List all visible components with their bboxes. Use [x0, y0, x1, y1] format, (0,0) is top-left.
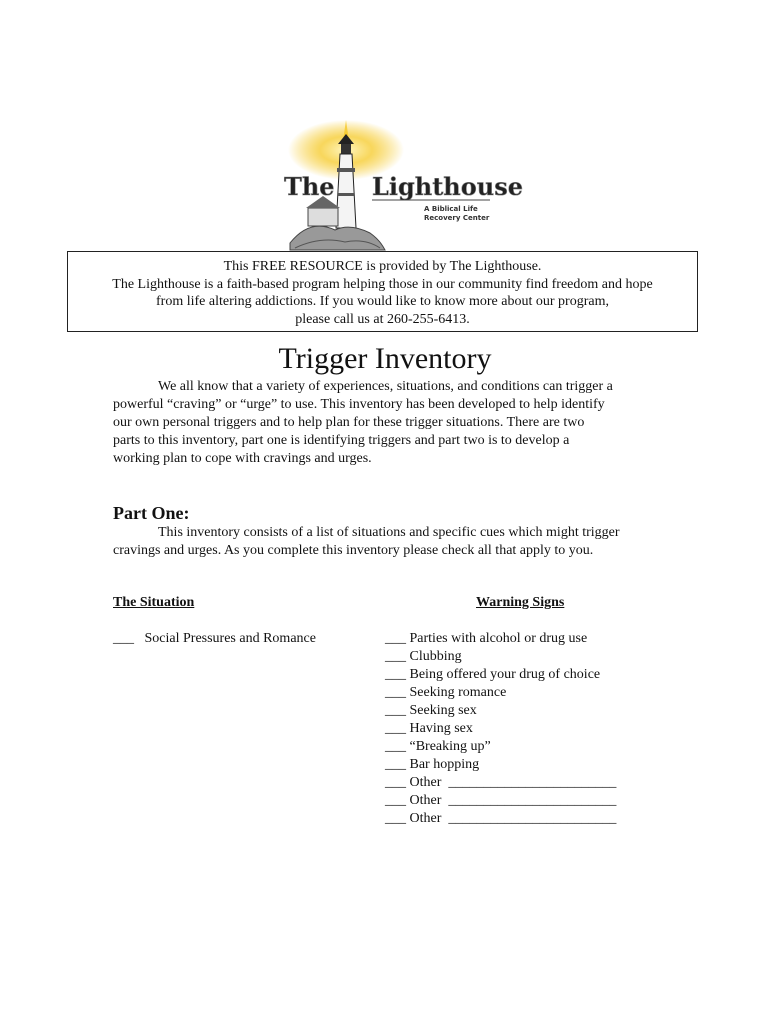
logo-tagline-1: A Biblical Life	[424, 205, 478, 213]
warning-sign-item[interactable]: ___ Parties with alcohol or drug use	[385, 631, 588, 646]
warning-sign-item[interactable]: ___ Seeking romance	[385, 685, 507, 700]
part-one-heading: Part One:	[113, 503, 190, 523]
warning-sign-item[interactable]: ___ Bar hopping	[385, 757, 480, 772]
warning-sign-item[interactable]: ___ “Breaking up”	[385, 739, 491, 754]
intro-paragraph	[113, 378, 673, 468]
lighthouse-logo-graphic	[280, 118, 523, 258]
intro-line: parts to this inventory, part one is identifying triggers and part two is to develop a	[113, 433, 570, 448]
warning-sign-item[interactable]: ___ Seeking sex	[385, 703, 477, 718]
situation-column-header: The Situation	[113, 595, 195, 610]
notice-line-3: from life altering addictions. If you would like to know more about our program,	[156, 294, 609, 309]
warning-sign-item[interactable]: ___ Having sex	[385, 721, 473, 736]
warning-sign-other-field[interactable]: ___ Other ________________________	[385, 811, 617, 826]
part-one-line-2: cravings and urges. As you complete this inventory please check all that apply to you.	[113, 543, 594, 558]
warning-sign-item[interactable]: ___ Being offered your drug of choice	[385, 667, 601, 682]
intro-line: working plan to cope with cravings and urges.	[113, 451, 372, 466]
warning-sign-other-field[interactable]: ___ Other ________________________	[385, 793, 617, 808]
notice-line-2: The Lighthouse is a faith-based program helping those in our community find freedom and hope	[112, 276, 653, 292]
situation-checklist-item[interactable]: ___ Social Pressures and Romance	[113, 631, 316, 646]
part-one-description	[113, 524, 620, 560]
warning-signs-column-header: Warning Signs	[476, 595, 565, 610]
intro-line: powerful “craving” or “urge” to use. This inventory has been developed to help identify	[113, 397, 605, 412]
logo-text-the: The	[284, 172, 335, 201]
warning-sign-other-field[interactable]: ___ Other ________________________	[385, 775, 617, 790]
notice-line-4: please call us at 260-255-6413.	[295, 311, 470, 327]
warning-sign-item[interactable]: ___ Clubbing	[385, 649, 462, 664]
warning-signs-list	[385, 630, 616, 828]
notice-line-1: This FREE RESOURCE is provided by The Lighthouse.	[223, 259, 542, 274]
part-one-line-1: This inventory consists of a list of situations and specific cues which might trigger	[158, 525, 620, 540]
page-title: Trigger Inventory	[278, 342, 492, 375]
logo-text-lighthouse: Lighthouse	[372, 172, 523, 201]
intro-line: We all know that a variety of experiences, situations, and conditions can trigger a	[158, 379, 613, 394]
lighthouse-logo	[280, 118, 523, 258]
logo-tagline-2: Recovery Center	[424, 214, 490, 222]
intro-line: our own personal triggers and to help plan for these trigger situations. There are two	[113, 415, 585, 430]
free-resource-notice	[67, 251, 698, 332]
